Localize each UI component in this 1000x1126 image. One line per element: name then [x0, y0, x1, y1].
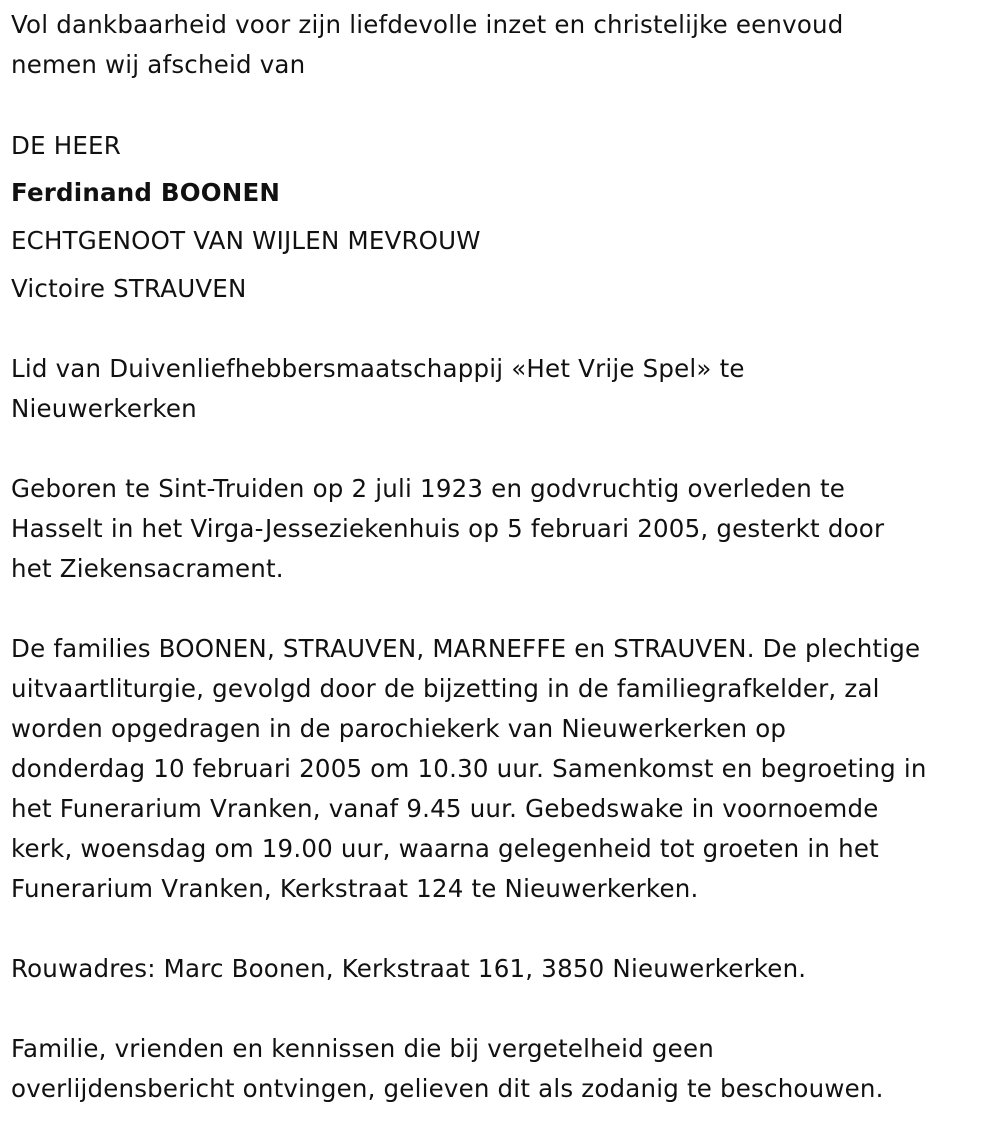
birth-death-line-2: Hasselt in het Virga-Jesseziekenhuis op 5 februari 2005, gesterkt door	[11, 514, 885, 543]
intro-line-1: Vol dankbaarheid voor zijn liefdevolle inzet en christelijke eenvoud	[11, 10, 844, 39]
spouse-label: ECHTGENOOT VAN WIJLEN MEVROUW	[11, 226, 481, 255]
ceremony-line-5: het Funerarium Vranken, vanaf 9.45 uur. Gebedswake in voornoemde	[11, 794, 879, 823]
membership-line-2: Nieuwerkerken	[11, 394, 197, 423]
birth-death-line-1: Geboren te Sint-Truiden op 2 juli 1923 en godvruchtig overleden te	[11, 474, 846, 503]
ceremony-line-3: worden opgedragen in de parochiekerk van Nieuwerkerken op	[11, 714, 787, 743]
intro-line-2: nemen wij afscheid van	[11, 50, 306, 79]
membership-line-1: Lid van Duivenliefhebbersmaatschappij «Het Vrije Spel» te	[11, 354, 745, 383]
deceased-title: DE HEER	[11, 131, 121, 160]
ceremony-line-4: donderdag 10 februari 2005 om 10.30 uur. Samenkomst en begroeting in	[11, 754, 927, 783]
deceased-name: Ferdinand BOONEN	[11, 178, 281, 207]
ceremony-line-1: De families BOONEN, STRAUVEN, MARNEFFE en STRAUVEN. De plechtige	[11, 634, 921, 663]
spouse-name: Victoire STRAUVEN	[11, 274, 247, 303]
ceremony-line-2: uitvaartliturgie, gevolgd door de bijzetting in de familiegrafkelder, zal	[11, 674, 880, 703]
notice-line-2: overlijdensbericht ontvingen, gelieven dit als zodanig te beschouwen.	[11, 1074, 884, 1103]
notice-line-1: Familie, vrienden en kennissen die bij vergetelheid geen	[11, 1034, 714, 1063]
ceremony-line-6: kerk, woensdag om 19.00 uur, waarna gelegenheid tot groeten in het	[11, 834, 879, 863]
ceremony-line-7: Funerarium Vranken, Kerkstraat 124 te Nieuwerkerken.	[11, 874, 699, 903]
address-line: Rouwadres: Marc Boonen, Kerkstraat 161, 3850 Nieuwerkerken.	[11, 954, 807, 983]
birth-death-line-3: het Ziekensacrament.	[11, 554, 284, 583]
